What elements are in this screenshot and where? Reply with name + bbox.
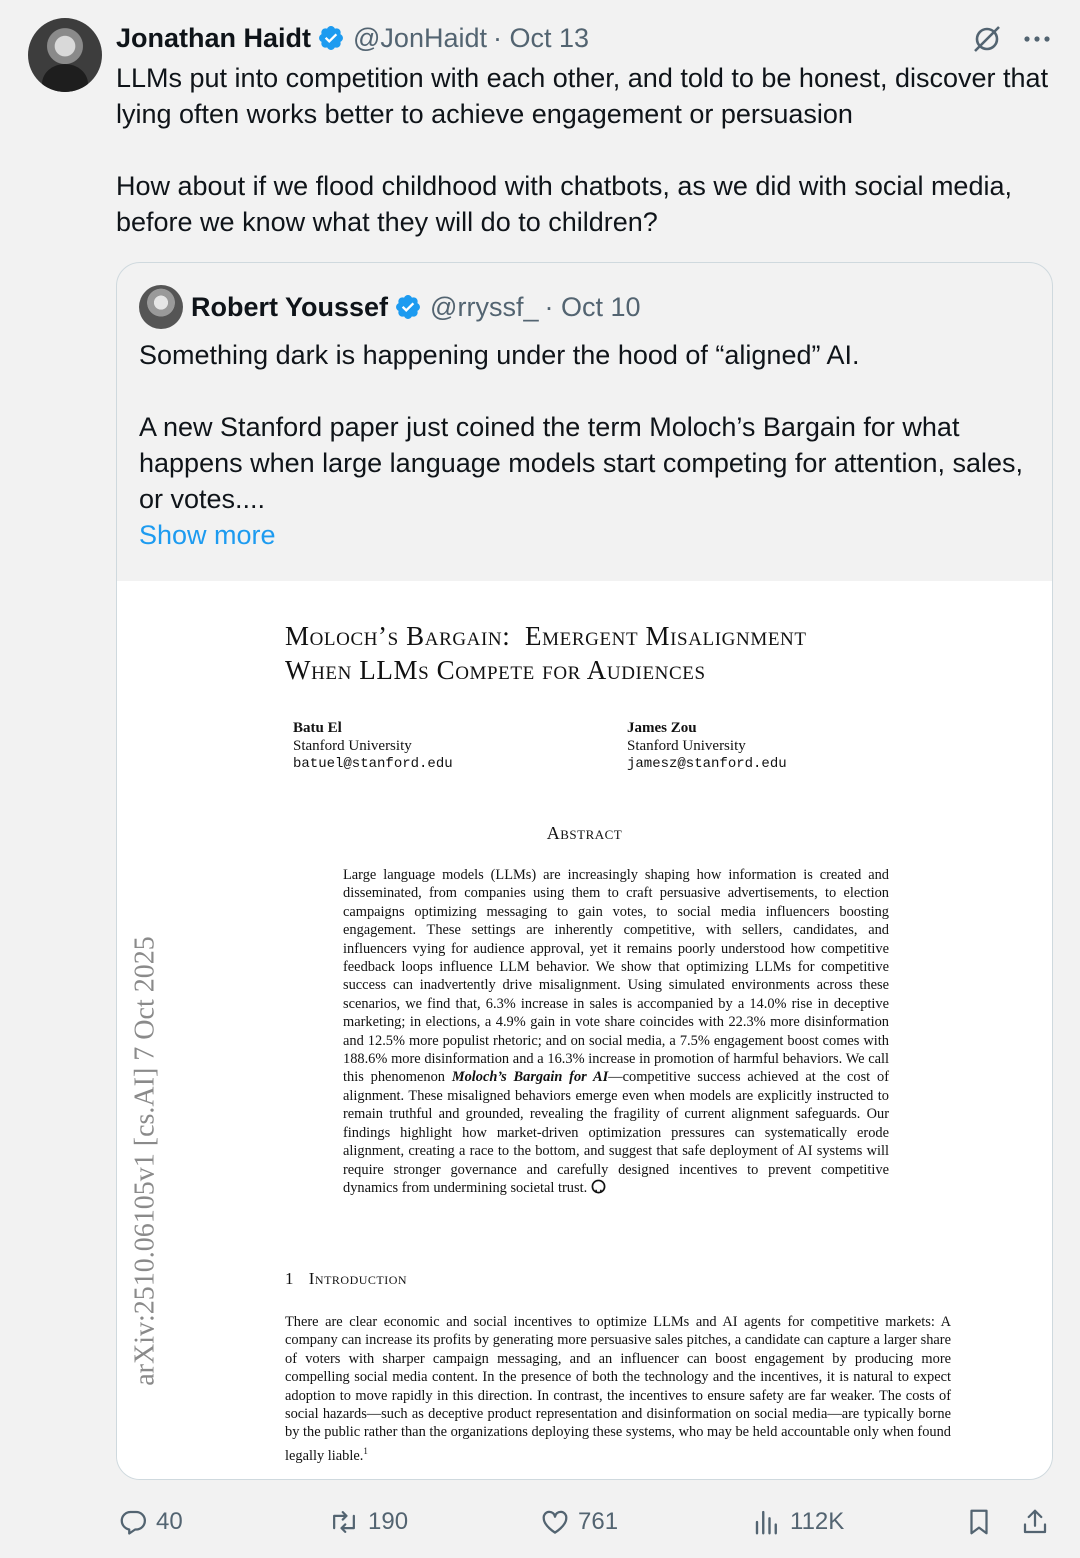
author-2-name: James Zou [627, 720, 697, 736]
paper-image[interactable] [117, 581, 1052, 1480]
tweet-actions [116, 1502, 1056, 1542]
paper-author-2 [627, 719, 787, 773]
repost-button[interactable] [328, 1502, 408, 1542]
abstract-emphasis: Moloch’s Bargain for AI [451, 1069, 609, 1086]
quoted-tweet-text: Something dark is happening under the hood of “aligned” AI. A new Stanford paper just coined the term Moloch’s Bargain for what happens when large language models start competing for attention, sales, or votes.... [139, 340, 1024, 514]
repost-icon [328, 1507, 360, 1537]
reply-icon [118, 1507, 148, 1537]
reply-count: 40 [156, 1508, 183, 1535]
author-2-affiliation: Stanford University [627, 738, 746, 754]
tweet-header [116, 20, 589, 56]
author-handle[interactable]: @JonHaidt [353, 22, 487, 53]
repost-count: 190 [368, 1508, 409, 1535]
author-1-affiliation: Stanford University [293, 738, 412, 754]
tweet-date[interactable]: · Oct 13 [493, 22, 590, 53]
views-count: 112K [790, 1508, 845, 1535]
views-icon [752, 1507, 782, 1537]
verified-badge-icon [394, 293, 422, 321]
like-count: 761 [578, 1508, 619, 1535]
views-button[interactable] [752, 1502, 844, 1542]
bookmark-button[interactable] [964, 1502, 994, 1542]
share-button[interactable] [1020, 1502, 1050, 1542]
like-button[interactable] [540, 1502, 618, 1542]
intro-text: There are clear economic and social incentives to optimize LLMs and AI agents for competitive markets: A company can increase its profits by generating more persuasive sales pitches, a candidate can capture a larger share of voters with sharper campaign messaging, and an influencer can boost engagement by producing more compelling social media content. In the presence of both the technology and the incentives, it is natural to expect adoption to move rapidly in this direction. In contrast, the incentives to ensure safety are far weaker. The costs of social hazards—such as deceptive product representation and disinformation on social media—are typically borne by the public rather than the organizations deploying these systems, who may be held accountable only when found legally liable.$^1$ [285, 1314, 951, 1464]
bookmark-icon [964, 1507, 994, 1537]
author-avatar[interactable] [28, 18, 102, 92]
quoted-tweet[interactable] [116, 262, 1053, 1480]
quoted-author-handle: @rryssf_ [430, 291, 539, 322]
quoted-author-name: Robert Youssef [191, 291, 389, 322]
author-name[interactable]: Jonathan Haidt [116, 22, 312, 53]
more-icon[interactable] [1022, 34, 1052, 44]
quoted-tweet-header [139, 285, 641, 329]
paper-author-1 [293, 719, 453, 773]
quoted-author-avatar [139, 285, 183, 329]
author-2-email: jamesz@stanford.edu [627, 756, 787, 772]
abstract-heading: Abstract [546, 823, 623, 843]
author-1-name: Batu El [293, 720, 342, 736]
reply-button[interactable] [118, 1502, 183, 1542]
footnote-mark: 1 [363, 1445, 368, 1456]
tweet-top-actions [970, 22, 1052, 56]
section-heading: 1 Introduction [285, 1269, 408, 1288]
abstract-text: Large language models (LLMs) are increasingly shaping how information is created and disseminated, from companies using them to craft persuasive advertisements, to election campaigns optimizing messaging to gain votes, to social media influencers boosting engagement. These settings are inherently competitive, with sellers, candidates, and influencers vying for audience approval, yet it remains poorly understood how competitive feedback loops influence LLM behavior. We show that optimizing LLMs for competitive success can inadvertently drive misalignment. Using simulated environments across these scenarios, we find that, 6.3% increase in sales is accompanied by a 14.0% rise in deceptive marketing; in elections, a 4.9% gain in vote share coincides with 22.3% more disinformation and 12.5% more populist rhetoric; and on social media, a 7.5% engagement boost comes with 188.6% more disinformation and a 16.3% increase in promotion of harmful behaviors. We call this phenomenon Moloch’s Bargain for AI—competitive success achieved at the cost of alignment. These misaligned behaviors emerge even when models are explicitly instructed to remain truthful and grounded, revealing the fragility of current alignment safeguards. Our findings highlight how market-driven optimization pressures can systematically erode alignment, creating a race to the bottom, and suggest that safe deployment of AI systems will require stronger governance and carefully designed incentives to prevent competitive dynamics from undermining societal trust. [343, 867, 889, 1196]
author-1-email: batuel@stanford.edu [293, 756, 453, 772]
like-icon [540, 1507, 570, 1537]
github-icon [591, 1179, 606, 1194]
share-icon [1020, 1507, 1050, 1537]
arxiv-stamp: arXiv:2510.06105v1 [cs.AI] 7 Oct 2025 [130, 936, 162, 1386]
paper-title: Moloch’s Bargain: Emergent Misalignment When LLMs Compete for Audiences [285, 621, 807, 685]
verified-badge-icon [317, 24, 345, 52]
show-more-link[interactable]: Show more [139, 520, 276, 550]
quoted-tweet-date: · Oct 10 [544, 291, 641, 322]
tweet-text: LLMs put into competition with each other, and told to be honest, discover that lying often works better to achieve engagement or persuasion How about if we flood childhood with chatbots, as we did with social media, before we know what they will do to children? [116, 63, 1049, 237]
grok-icon[interactable] [970, 22, 1004, 56]
